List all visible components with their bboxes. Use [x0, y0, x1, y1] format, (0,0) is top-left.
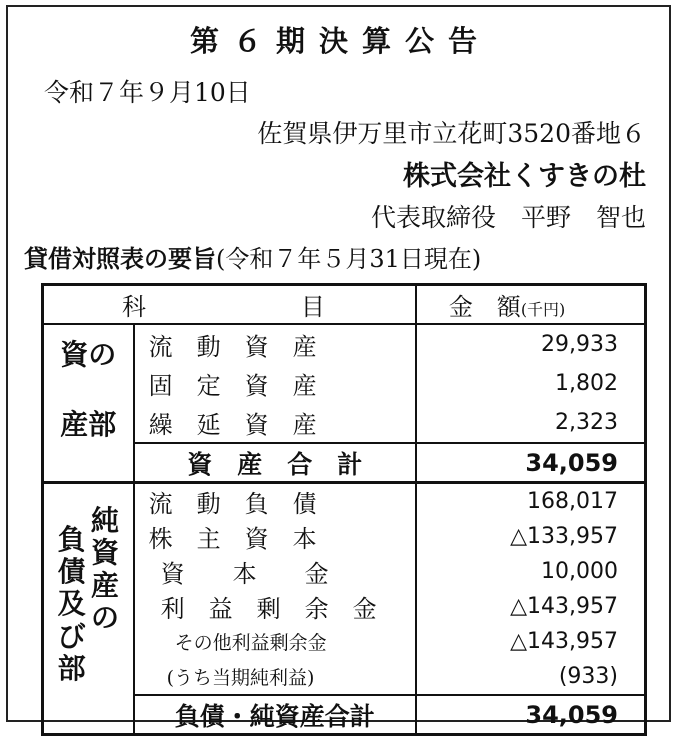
row-label: 利 益 剰 余 金 [134, 589, 416, 624]
table-row [43, 324, 646, 364]
assets-total-label: 資 産 合 計 [134, 443, 416, 483]
row-label: 資 本 金 [134, 554, 416, 589]
row-value: △143,957 [510, 629, 618, 654]
row-value: △133,957 [510, 524, 618, 549]
row-label: (うち当期純利益) [134, 659, 416, 695]
row-value: 10,000 [541, 559, 618, 584]
liabilities-total-value: 34,059 [416, 695, 646, 735]
company-name: 株式会社くすきの杜 [403, 161, 646, 192]
table-header-row [43, 285, 646, 325]
summary-period: (令和７年５月31日現在) [216, 245, 482, 273]
row-value: 168,017 [416, 483, 646, 520]
row-label: 流 動 負 債 [134, 483, 416, 520]
notice-title: 第６期決算公告 [189, 24, 491, 58]
row-label: その他利益剰余金 [134, 624, 416, 659]
notice-date: 令和７年９月10日 [44, 78, 251, 107]
table-row [43, 364, 646, 403]
table-row [43, 483, 646, 520]
header-amount [416, 285, 646, 325]
table-row [43, 554, 646, 589]
row-label: 固 定 資 産 [134, 364, 416, 403]
header-amount-unit: (千円) [520, 300, 566, 319]
balance-sheet-table [41, 283, 647, 736]
assets-total-side [43, 443, 134, 483]
summary-label: 貸借対照表の要旨 [24, 245, 216, 273]
assets-total-row [43, 443, 646, 483]
table-row [43, 659, 646, 695]
representative: 代表取締役 平野 智也 [370, 203, 646, 232]
table-row [43, 589, 646, 624]
table-row [43, 519, 646, 554]
assets-side-top: 資の [60, 338, 117, 371]
table-row [43, 403, 646, 443]
row-value: 2,323 [555, 409, 618, 435]
assets-side-label [43, 324, 134, 443]
header-amount-label: 金 額 [448, 293, 521, 321]
row-label: 流 動 資 産 [134, 324, 416, 364]
liabilities-side-col2: 純資産の [91, 504, 120, 634]
liabilities-total-row [43, 695, 646, 735]
row-value: (933) [558, 664, 618, 689]
balance-sheet-heading [24, 247, 481, 271]
row-label: 繰 延 資 産 [134, 403, 416, 443]
table-row [43, 624, 646, 659]
liabilities-total-label: 負債・純資産合計 [134, 695, 416, 735]
liabilities-side-col1: 負債及び部 [57, 523, 86, 685]
row-value: 29,933 [541, 332, 618, 358]
header-subject-right: 目 [300, 293, 325, 321]
row-value: △143,957 [510, 594, 618, 619]
assets-side-bottom: 産部 [60, 408, 117, 441]
row-value: 1,802 [555, 370, 618, 396]
liabilities-side-label [43, 483, 134, 696]
header-subject-left: 科 [122, 293, 146, 321]
company-address: 佐賀県伊万里市立花町3520番地６ [257, 119, 646, 148]
liabilities-total-side [43, 695, 134, 735]
header-subject [43, 285, 416, 325]
assets-total-value: 34,059 [416, 443, 646, 483]
row-label: 株 主 資 本 [134, 519, 416, 554]
